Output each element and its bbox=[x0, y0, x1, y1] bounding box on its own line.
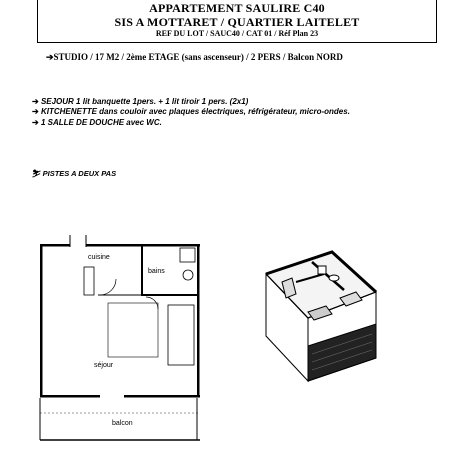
right-arrow-icon: ➔ bbox=[32, 117, 41, 127]
label-balcon: balcon bbox=[112, 420, 133, 427]
right-arrow-icon: ➔ bbox=[46, 52, 54, 62]
feature-item bbox=[32, 97, 412, 107]
pistes-text: PISTES A DEUX PAS bbox=[42, 169, 117, 178]
page-subtitle: SIS A MOTTARET / QUARTIER LAITELET bbox=[114, 15, 360, 29]
ski-icon: ⛷ bbox=[31, 169, 43, 178]
page-title: APPARTEMENT SAULIRE C40 bbox=[149, 1, 325, 15]
feature-text: SEJOUR 1 lit banquette 1pers. + 1 lit tiroir 1 pers. (2x1) bbox=[40, 97, 249, 106]
reference-line: REF DU LOT / SAUC40 / CAT 01 / Réf Plan 23 bbox=[155, 29, 319, 38]
feature-item bbox=[32, 118, 412, 128]
right-arrow-icon: ➔ bbox=[32, 97, 41, 106]
summary-text: STUDIO / 17 M2 / 2ème ETAGE (sans ascenseur) / 2 PERS / Balcon NORD bbox=[53, 52, 343, 62]
floor-plan-walls bbox=[40, 235, 200, 440]
feature-text: KITCHENETTE dans couloir avec plaques électriques, réfrigérateur, micro-ondes. bbox=[40, 107, 350, 117]
label-bains: bains bbox=[148, 268, 165, 275]
floor-plan bbox=[28, 225, 218, 447]
feature-list bbox=[32, 97, 412, 128]
feature-item bbox=[32, 107, 412, 117]
header-box bbox=[37, 0, 437, 43]
isometric-walls bbox=[266, 252, 376, 381]
isometric-view bbox=[252, 236, 392, 396]
feature-text: 1 SALLE DE DOUCHE avec WC. bbox=[40, 117, 162, 127]
apartment-summary bbox=[46, 51, 446, 63]
right-arrow-icon: ➔ bbox=[32, 107, 41, 117]
label-sejour: séjour bbox=[94, 362, 114, 369]
label-cuisine: cuisine bbox=[88, 254, 110, 261]
pistes-note bbox=[31, 169, 116, 178]
